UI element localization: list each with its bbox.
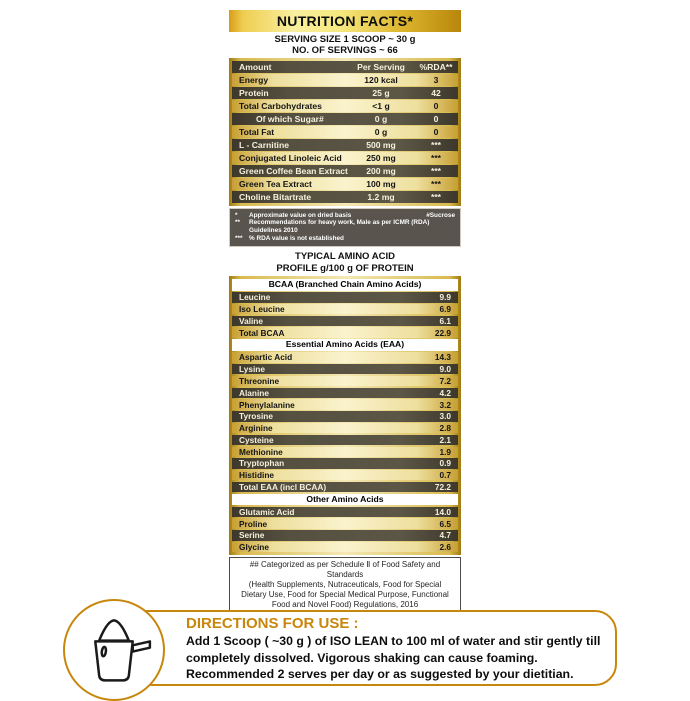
amino-footnote-line: (Health Supplements, Nutraceuticals, Food for Special <box>248 579 442 589</box>
footnote-text: % RDA value is not established <box>249 235 344 243</box>
nutrient-name: Green Tea Extract <box>239 178 312 189</box>
nutrition-table-header <box>232 61 458 73</box>
nutrition-row <box>232 191 458 203</box>
amino-name: Lysine <box>239 364 265 375</box>
amino-title-line2: PROFILE g/100 g OF PROTEIN <box>276 262 414 274</box>
servings-count-line: NO. OF SERVINGS ~ 66 <box>292 45 398 56</box>
footnote-text: Recommendations for heavy work, Male as per ICMR (RDA) Guidelines 2010 <box>249 219 430 235</box>
amino-name: Total EAA (incl BCAA) <box>239 482 327 493</box>
amino-footnote-line: Food and Novel Food) Regulations, 2016 <box>271 599 419 609</box>
footnote-marker: * <box>235 211 238 219</box>
nutrition-label <box>229 10 461 613</box>
nutrient-name: Total Carbohydrates <box>239 100 322 111</box>
nutrient-name: Of which Sugar# <box>256 113 324 124</box>
nutrient-name: Protein <box>239 87 269 98</box>
nutrient-per-serving: 0 g <box>374 126 388 137</box>
amino-acid-table <box>229 276 461 555</box>
nutrition-row <box>232 87 458 99</box>
footnote-line <box>235 219 455 235</box>
nutrition-row <box>232 139 458 151</box>
nutrient-rda: *** <box>430 152 442 163</box>
amino-value: 2.8 <box>439 423 451 434</box>
amino-value: 9.0 <box>439 364 451 375</box>
amino-row <box>232 399 458 409</box>
footnote-right-text: #Sucrose <box>426 211 455 219</box>
nutrition-table <box>229 58 461 206</box>
amino-name: Total BCAA <box>239 327 285 338</box>
nutrition-row <box>232 100 458 112</box>
amino-value: 14.3 <box>434 352 451 363</box>
footnote-marker: ** <box>235 219 240 227</box>
directions-box <box>72 610 617 686</box>
nutrient-name: Total Fat <box>239 126 275 137</box>
amino-row <box>232 292 458 302</box>
nutrient-per-serving: 250 mg <box>366 152 396 163</box>
column-header-rda: %RDA** <box>419 61 453 72</box>
amino-name: Histidine <box>239 470 275 481</box>
nutrient-name: Energy <box>239 74 269 85</box>
nutrient-per-serving: 100 mg <box>366 178 396 189</box>
amino-name: Tyrosine <box>239 411 273 422</box>
amino-section-header: BCAA (Branched Chain Amino Acids) <box>232 279 458 291</box>
nutrition-row <box>232 152 458 164</box>
amino-name: Glycine <box>239 542 269 553</box>
amino-row <box>232 304 458 314</box>
nutrition-row <box>232 165 458 177</box>
amino-value: 1.9 <box>439 446 451 457</box>
column-header-per-serving: Per Serving <box>357 61 405 72</box>
nutrition-rows <box>232 74 458 203</box>
amino-row <box>232 530 458 540</box>
nutrition-row <box>232 178 458 190</box>
directions-text <box>186 612 615 683</box>
nutrition-facts-title: NUTRITION FACTS* <box>276 13 414 29</box>
amino-section-header: Other Amino Acids <box>232 494 458 506</box>
amino-row <box>232 327 458 337</box>
scoop-circle <box>63 599 165 701</box>
nutrient-rda: *** <box>430 165 442 176</box>
amino-name: Alanine <box>239 387 269 398</box>
amino-name: Serine <box>239 530 265 541</box>
nutrient-rda: *** <box>430 139 442 150</box>
amino-value: 2.1 <box>439 434 451 445</box>
amino-name: Threonine <box>239 376 280 386</box>
nutrient-rda: 0 <box>433 113 439 124</box>
nutrient-name: Conjugated Linoleic Acid <box>239 152 342 163</box>
amino-name: Phenylalanine <box>239 399 295 410</box>
amino-value: 6.5 <box>439 518 451 529</box>
footnote-text: Approximate value on dried basis <box>249 211 352 219</box>
amino-value: 6.9 <box>439 304 451 315</box>
amino-row <box>232 482 458 492</box>
nutrient-per-serving: 0 g <box>374 113 388 124</box>
nutrition-footnotes <box>229 208 461 248</box>
amino-value: 3.0 <box>439 411 451 422</box>
nutrient-per-serving: 200 mg <box>366 165 396 176</box>
amino-name: Methionine <box>239 446 283 457</box>
amino-row <box>232 388 458 398</box>
amino-row <box>232 376 458 386</box>
amino-name: Valine <box>239 315 263 326</box>
amino-footnote-line: Dietary Use, Food for Special Medical Purpose, Functional <box>241 589 449 599</box>
amino-name: Proline <box>239 518 268 529</box>
measuring-scoop-icon <box>75 611 153 689</box>
amino-row <box>232 542 458 552</box>
nutrient-rda: 0 <box>433 126 439 137</box>
amino-value: 9.9 <box>439 292 451 303</box>
amino-name: Glutamic Acid <box>239 506 295 517</box>
amino-profile-title <box>229 251 461 274</box>
nutrient-name: L - Carnitine <box>239 139 289 150</box>
amino-row <box>232 447 458 457</box>
nutrient-rda: 42 <box>431 87 441 98</box>
nutrition-facts-banner <box>229 10 461 32</box>
amino-row <box>232 458 458 468</box>
amino-footnote-line: ## Categorized as per Schedule Ⅱ of Food Safety and Standards <box>249 559 441 579</box>
amino-value: 0.9 <box>439 458 451 469</box>
nutrient-rda: *** <box>430 178 442 189</box>
nutrient-rda: 0 <box>433 100 439 111</box>
amino-value: 2.6 <box>439 542 451 553</box>
amino-value: 6.1 <box>439 315 451 326</box>
amino-row <box>232 352 458 362</box>
directions-body-line: Recommended 2 serves per day or as suggested by your dietitian. <box>186 667 574 681</box>
amino-title-line1: TYPICAL AMINO ACID <box>295 251 395 263</box>
directions-body-line: completely dissolved. Vigorous shaking can cause foaming. <box>186 650 538 665</box>
nutrition-row <box>232 126 458 138</box>
amino-value: 0.7 <box>439 470 451 481</box>
nutrient-per-serving: 120 kcal <box>364 74 398 85</box>
nutrient-per-serving: 25 g <box>372 87 390 98</box>
nutrient-per-serving: <1 g <box>372 100 390 111</box>
nutrient-name: Choline Bitartrate <box>239 191 312 202</box>
footnote-line <box>235 212 455 220</box>
amino-value: 22.9 <box>434 327 451 338</box>
amino-row <box>232 470 458 480</box>
amino-name: Aspartic Acid <box>239 352 293 363</box>
nutrient-rda: *** <box>430 191 442 202</box>
serving-size-line: SERVING SIZE 1 SCOOP ~ 30 g <box>274 34 416 45</box>
amino-value: 4.2 <box>439 387 451 398</box>
amino-name: Tryptophan <box>239 458 285 469</box>
amino-name: Arginine <box>239 423 273 434</box>
amino-row <box>232 423 458 433</box>
amino-value: 14.0 <box>434 506 451 517</box>
amino-footnote <box>229 557 461 613</box>
amino-section-header: Essential Amino Acids (EAA) <box>232 339 458 351</box>
amino-value: 7.2 <box>439 376 451 386</box>
amino-row <box>232 518 458 528</box>
nutrient-per-serving: 500 mg <box>366 139 396 150</box>
directions-title: DIRECTIONS FOR USE : <box>186 615 359 632</box>
directions-body <box>186 633 615 683</box>
footnote-line <box>235 235 455 243</box>
amino-row <box>232 411 458 421</box>
nutrition-row <box>232 74 458 86</box>
amino-row <box>232 364 458 374</box>
nutrition-row <box>232 113 458 125</box>
nutrient-per-serving: 1.2 mg <box>367 191 395 202</box>
amino-name: Leucine <box>239 292 271 303</box>
amino-name: Iso Leucine <box>239 304 285 315</box>
amino-name: Cysteine <box>239 434 274 445</box>
footnote-marker: *** <box>235 235 243 243</box>
amino-row <box>232 435 458 445</box>
amino-value: 4.7 <box>439 530 451 541</box>
amino-value: 72.2 <box>434 482 451 493</box>
directions-body-line: Add 1 Scoop ( ~30 g ) of ISO LEAN to 100 ml of water and stir gently till <box>186 634 601 648</box>
amino-row <box>232 507 458 517</box>
amino-value: 3.2 <box>439 399 451 410</box>
column-header-amount: Amount <box>239 61 272 72</box>
amino-row <box>232 316 458 326</box>
nutrient-rda: 3 <box>433 74 439 85</box>
nutrient-name: Green Coffee Bean Extract <box>239 165 348 176</box>
